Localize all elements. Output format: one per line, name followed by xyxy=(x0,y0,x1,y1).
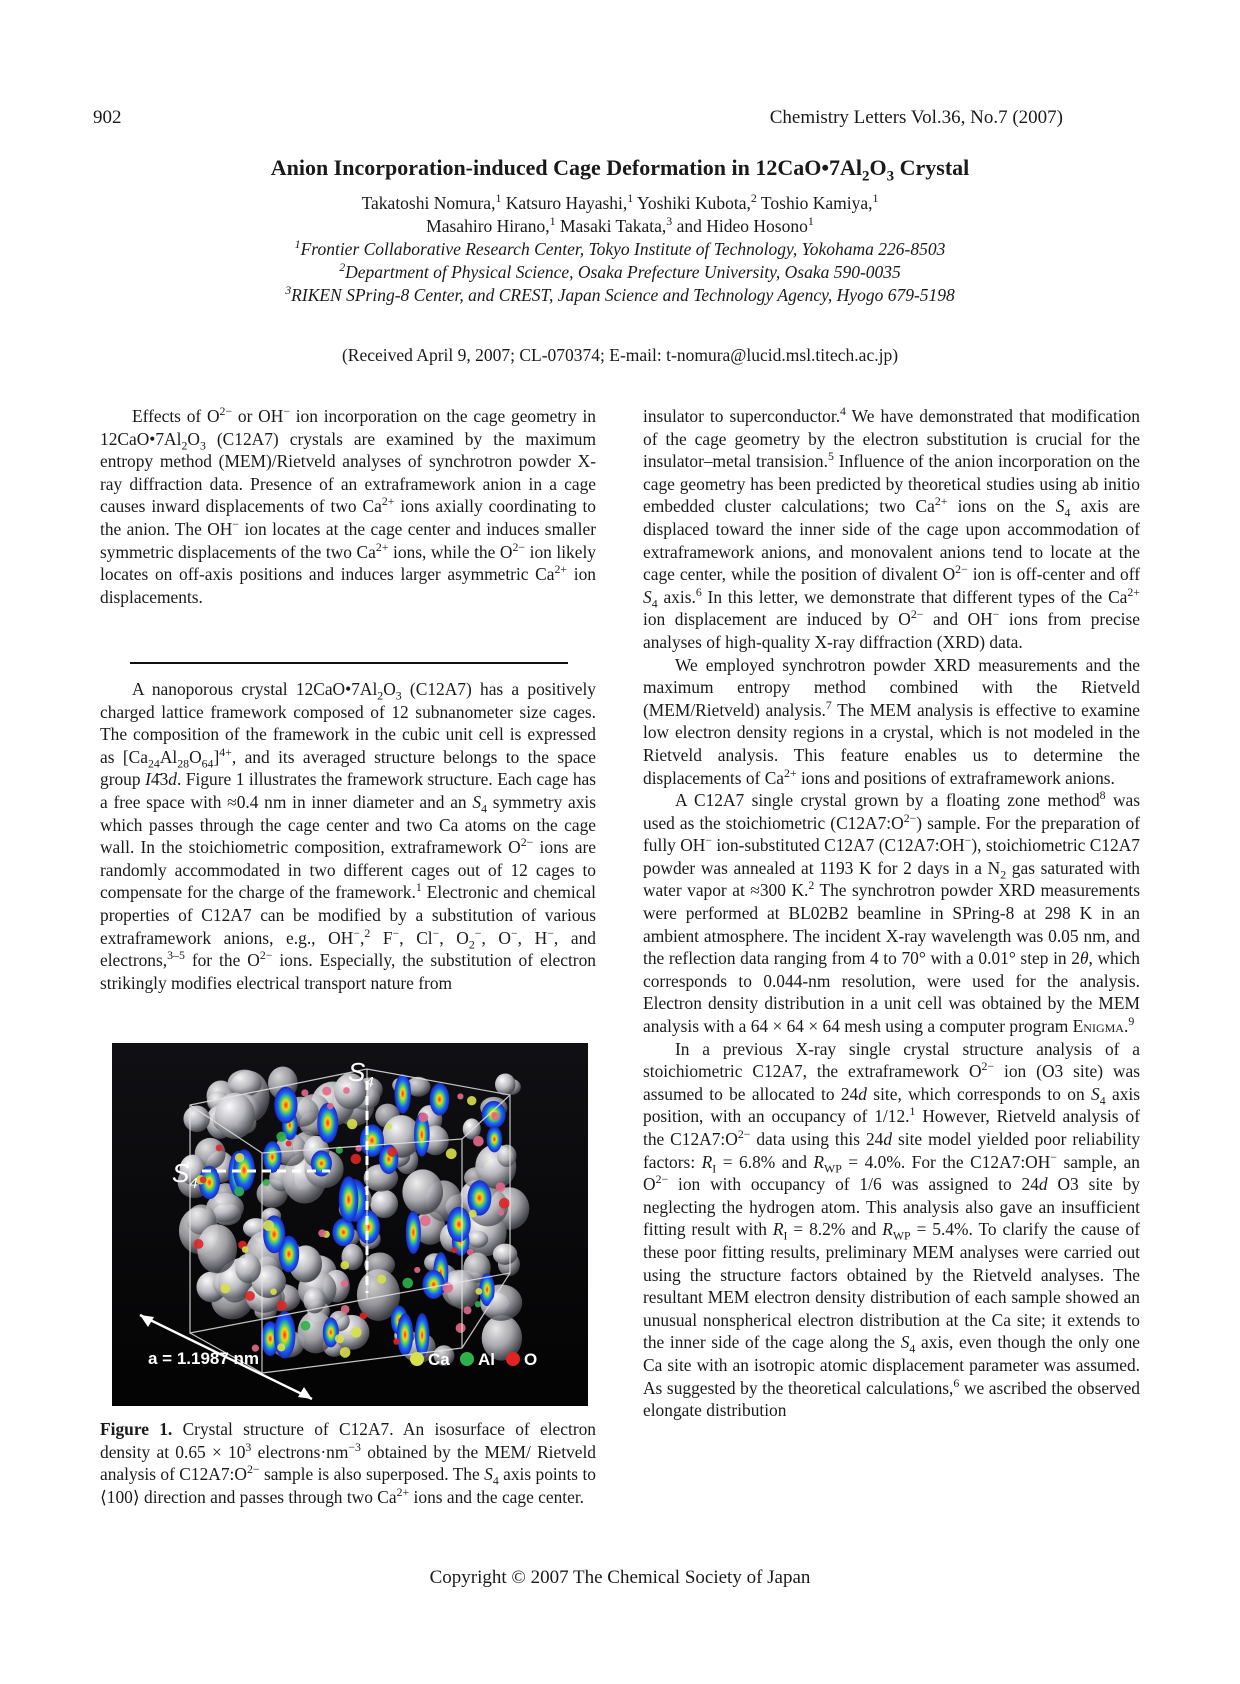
lattice-constant-label: a = 1.1987 nm xyxy=(148,1349,260,1368)
atom xyxy=(341,1280,348,1287)
body-right-column: insulator to superconductor.$^4$ We have demonstrated that modification of the cage geometry by the electron substitution is crucial for the insulator–metal transision.$^5$ Influence of the anion incorporation on the cage geometry has been predicted by theoretical studies using ab initio embedded cluster calculations; two $Ca^{2+}$ ions on the $S_4$ axis are displaced toward the inner side of the cage upon accommodation of extraframework anions, and monovalent anions tend to locate at the cage center, while the position of divalent $O^{2-}$ ion is off-center and off $S_4$ axis.$^6$ In this letter, we demonstrate that different types of the $Ca^{2+}$ ion displacement are induced by $O^{2-}$ and OH− ions from precise analyses of high-quality X-ray diffraction (XRD) data. We employed synchrotron powder XRD measurements and the maximum entropy method combined with the Rietveld (MEM/Rietveld) analysis.$^7$ The MEM analysis is effective to examine low electron density regions in a crystal, which is not modeled in the Rietveld analysis. This feature enables us to determine the displacements of $Ca^{2+}$ ions and positions of extraframework anions. A C12A7 single crystal grown by a floating zone method$^8$ was used as the stoichiometric $(C12A7:O^{2-})$ sample. For the preparation of fully OH− ion-substituted C12A7 (C12A7:OH−), stoichiometric C12A7 powder was annealed at 1193 K for 2 days in a $N_2$ gas saturated with water vapor at ≈300 K.$^2$ The synchrotron powder XRD measurements were performed at BL02B2 beamline in SPring-8 at 298 K in an ambient atmosphere. The incident X-ray wavelength was 0.05 nm, and the reflection data ranging from 4 to 70° with a 0.01° step in 2θ, which corresponds to 0.044-nm resolution, were used for the analysis. Electron density distribution in a unit cell was obtained by the MEM analysis with a 64 × 64 × 64 mesh using a computer program Enigma.$^9$ In a previous X-ray single crystal structure analysis of a stoichiometric C12A7, the extraframework $O^{2-}$ ion (O3 site) was assumed to be allocated to 24d site, which corresponds to on $S_4$ axis position, with an occupancy of 1/12.$^1$ However, Rietveld analysis of the $C12A7:O^{2-}$ data using this 24d site model yielded poor reliability factors: $R_I = 6.8\%$ and $R_{WP} = 4.0\%$. For the C12A7:OH− sample, an $O^{2-}$ ion with occupancy of 1/6 was assigned to 24d O3 site by neglecting the hydrogen atom. This analysis also gave an insufficient fitting result with $R_I = 8.2\%$ and $R_{WP} = 5.4\%$. To clarify the cause of these poor fitting results, preliminary MEM analyses were carried out using the structure factors obtained by the Rietveld analyses. The resultant MEM electron density distribution of each sample showed an unusual nonspherical electron distribution at the Ca site; it extends to the inner side of the cage along the $S_4$ axis, even though the only one Ca site with an isotropic atomic displacement parameter was assumed. As suggested by the theoretical calculations,$^6$ we ascribed the observed elongate distribution xyxy=(643,404,1141,1421)
electron-density-blob xyxy=(317,1103,338,1143)
atom xyxy=(220,1284,230,1294)
electron-density-blob xyxy=(487,1126,502,1152)
cage-isosurface xyxy=(228,1070,262,1097)
atom xyxy=(277,1300,287,1310)
received-line: (Received April 9, 2007; CL-070374; E-mail: t-nomura@lucid.msl.titech.ac.jp) xyxy=(341,345,899,365)
electron-density-blob xyxy=(395,1074,411,1114)
crystal-structure-illustration xyxy=(112,1043,588,1406)
atom xyxy=(491,1112,499,1120)
atom xyxy=(456,1323,466,1333)
atom xyxy=(194,1239,204,1249)
atom xyxy=(402,1278,413,1289)
atom xyxy=(340,1261,349,1270)
cage-isosurface xyxy=(235,1254,261,1284)
cage-isosurface xyxy=(402,1169,443,1214)
atom xyxy=(498,1210,504,1216)
electron-density-blob xyxy=(274,1311,296,1358)
electron-density-blob xyxy=(323,1317,339,1347)
cage-isosurface xyxy=(215,1093,255,1139)
figure-1-caption: Figure 1. Crystal structure of C12A7. An isosurface of electron density at $0.65 \times 10^3$ $electrons\cdot nm^{-3}$ obtained by the MEM/ Rietveld analysis of $C12A7:O^{2-}$ sample is also superposed. The $S_4$ axis points to ⟨100⟩ direction and passes through two $Ca^{2+}$ ions and the cage center. xyxy=(100,1419,596,1507)
paper-title: Anion Incorporation-induced Cage Deformation in $12CaO•7Al_2O_3$ Crystal xyxy=(270,155,970,185)
atom xyxy=(200,1176,207,1183)
atom xyxy=(496,1182,506,1192)
electron-density-blob xyxy=(422,1270,444,1299)
affiliation-2: $^2$Department of Physical Science, Osaka Prefecture University, Osaka 590-0035 xyxy=(339,260,901,282)
atom xyxy=(499,1198,510,1209)
atom xyxy=(475,1301,481,1307)
electron-density-blob xyxy=(332,1218,354,1246)
journal-reference: Chemistry Letters Vol.36, No.7 (2007) xyxy=(769,107,1063,128)
electron-density-blob xyxy=(274,1087,297,1124)
author-list: Takatoshi Nomura,$^1$ Katsuro Hayashi,$^1$ Yoshiki Kubota,$^2$ Toshio Kamiya,$^1$ Masahiro Hirano,$^1$ Masaki Takata,$^3$ and Hideo Hosono$^1$ xyxy=(361,191,879,236)
atom xyxy=(386,1123,392,1129)
atom xyxy=(360,1312,367,1319)
affiliation-1: $^1$Frontier Collaborative Research Center, Tokyo Institute of Technology, Yokohama 226-8503 xyxy=(294,237,946,259)
atom xyxy=(393,1338,399,1344)
electron-density-blob xyxy=(263,1141,281,1173)
copyright-footer: Copyright © 2007 The Chemical Society of Japan xyxy=(429,1567,811,1588)
legend-ca-swatch xyxy=(410,1352,424,1366)
atom xyxy=(327,1103,334,1110)
legend-o-label: O xyxy=(524,1350,538,1369)
electron-density-blob xyxy=(406,1211,421,1254)
atom xyxy=(277,1343,285,1351)
atom xyxy=(301,1321,311,1331)
atom xyxy=(235,1153,244,1162)
atom xyxy=(286,1140,292,1146)
page-number: 902 xyxy=(93,107,122,128)
atom xyxy=(377,1275,386,1284)
electron-density-blob xyxy=(339,1176,359,1223)
atom xyxy=(322,1087,331,1096)
abstract-divider xyxy=(130,662,568,664)
legend-ca-label: Ca xyxy=(428,1350,450,1369)
atom xyxy=(301,1089,308,1096)
electron-density-blob xyxy=(430,1083,450,1115)
legend-al-label: Al xyxy=(478,1350,495,1369)
legend-al-swatch xyxy=(460,1352,474,1366)
atom xyxy=(467,1096,476,1105)
electron-density-blob xyxy=(311,1150,332,1176)
atom xyxy=(387,1147,397,1157)
atom xyxy=(446,1148,457,1159)
atom xyxy=(341,1305,350,1314)
atom xyxy=(270,1288,277,1295)
legend-o-swatch xyxy=(506,1352,520,1366)
atom xyxy=(451,1247,457,1253)
atom xyxy=(242,1246,249,1253)
atom xyxy=(318,1229,326,1237)
electron-density-blob xyxy=(447,1207,471,1242)
cage-isosurface xyxy=(197,1224,237,1273)
atom xyxy=(245,1291,255,1301)
cage-isosurface xyxy=(493,1244,517,1265)
atom xyxy=(463,1306,471,1314)
atom xyxy=(351,1327,362,1338)
atom xyxy=(419,1112,429,1122)
atom xyxy=(473,1136,484,1147)
atom xyxy=(340,1347,351,1358)
cage-isosurface xyxy=(495,1073,515,1095)
s4-label-left: $S_4$ xyxy=(172,1158,198,1192)
figure-1-crystal-structure xyxy=(112,1043,588,1406)
atom xyxy=(347,1119,357,1129)
body-left-column: A nanoporous crystal $12CaO•7Al_2O_3$ (C12A7) has a positively charged lattice framework composed of 12 subnanometer size cages. The composition of the framework in the cubic unit cell is expressed as $[Ca_{24}Al_{28}O_{64}]^{4+}$, and its averaged structure belongs to the space group I4̄3d. Figure 1 illustrates the framework structure. Each cage has a free space with ≈0.4 nm in inner diameter and an $S_4$ symmetry axis which passes through the cage center and two Ca atoms on the cage wall. In the stoichiometric composition, extraframework $O^{2-}$ ions are randomly accommodated in two different cages out of 12 cages to compensate for the charge of the framework.$^1$ Electronic and chemical properties of C12A7 can be modified by a substitution of various extraframework anions, e.g., OH−,$^2$ F−, Cl−, $O_2^-$, O−, H−, and electrons,$^{3-5}$ for the $O^{2-}$ ions. Especially, the substitution of electron strikingly modifies electrical transport nature from xyxy=(100,679,597,993)
atom xyxy=(216,1144,223,1151)
atom xyxy=(467,1249,474,1256)
atom xyxy=(457,1093,463,1099)
atom xyxy=(335,1334,344,1343)
atom xyxy=(276,1132,286,1142)
atom xyxy=(351,1154,361,1164)
atom xyxy=(475,1288,482,1295)
abstract: Effects of $O^{2-}$ or OH− ion incorporation on the cage geometry in $12CaO•7Al_2O_3$ (C12A7) crystals are examined by the maximum entropy method (MEM)/Rietveld analyses of synchrotron powder X-ray diffraction data. Presence of an extraframework anion in a cage causes inward displacements of two $Ca^{2+}$ ions axially coordinating to the anion. The OH− ion locates at the cage center and induces smaller symmetric displacements of the two $Ca^{2+}$ ions, while the $O^{2-}$ ion likely locates on off-axis positions and induces larger asymmetric $Ca^{2+}$ ion displacements. xyxy=(100,404,597,607)
electron-density-blob xyxy=(397,1313,413,1356)
atom xyxy=(469,1210,477,1218)
atom xyxy=(343,1087,350,1094)
affiliation-3: $^3$RIKEN SPring-8 Center, and CREST, Japan Science and Technology Agency, Hyogo 679-5198 xyxy=(285,283,955,305)
atom xyxy=(263,1220,274,1231)
s4-label-top: $S_4$ xyxy=(348,1057,374,1091)
atom xyxy=(234,1187,244,1197)
cage-isosurface xyxy=(468,1231,488,1248)
atom xyxy=(420,1215,431,1226)
atom xyxy=(414,1267,420,1273)
atom xyxy=(263,1179,270,1186)
